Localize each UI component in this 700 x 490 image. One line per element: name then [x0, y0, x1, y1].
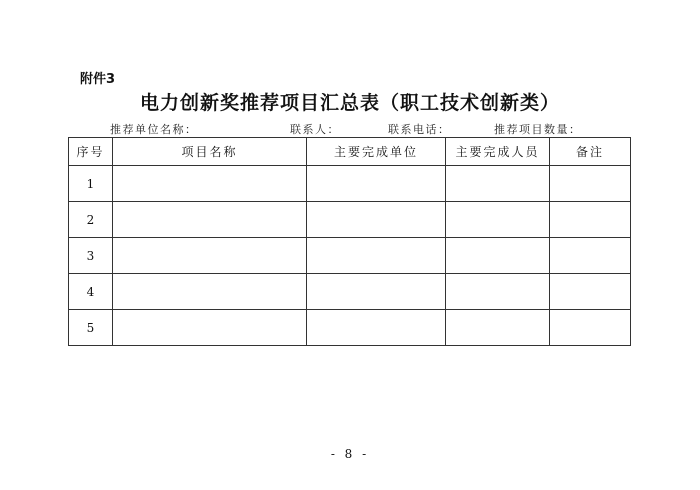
table-row: [69, 166, 631, 202]
remarks-cell: [550, 238, 631, 274]
table-row: [69, 274, 631, 310]
header-project-name: 项目名称: [113, 138, 307, 166]
main-personnel-cell: [446, 310, 550, 346]
project-name-cell: [113, 238, 307, 274]
main-unit-cell: [307, 238, 446, 274]
page-number: - 8 -: [330, 447, 370, 461]
remarks-cell: [550, 166, 631, 202]
row-number: 2: [69, 202, 113, 238]
project-name-cell: [113, 310, 307, 346]
header-main-unit: 主要完成单位: [307, 138, 446, 166]
info-unit-label: 推荐单位名称：: [110, 123, 198, 136]
table-header-row: [69, 138, 631, 166]
main-unit-cell: [307, 274, 446, 310]
project-name-cell: [113, 202, 307, 238]
table-row: [69, 202, 631, 238]
main-unit-cell: [307, 166, 446, 202]
info-phone-label: 联系电话：: [388, 123, 451, 136]
info-count-label: 推荐项目数量：: [494, 123, 582, 136]
info-contact-label: 联系人：: [290, 123, 340, 136]
header-serial-number: 序号: [69, 138, 113, 166]
main-personnel-cell: [446, 202, 550, 238]
table-row: [69, 238, 631, 274]
main-unit-cell: [307, 310, 446, 346]
main-unit-cell: [307, 202, 446, 238]
row-number: 3: [69, 238, 113, 274]
table-row: [69, 310, 631, 346]
remarks-cell: [550, 274, 631, 310]
main-personnel-cell: [446, 274, 550, 310]
row-number: 5: [69, 310, 113, 346]
remarks-cell: [550, 310, 631, 346]
main-personnel-cell: [446, 166, 550, 202]
header-remarks: 备注: [550, 138, 631, 166]
attachment-label: 附件3: [80, 72, 116, 87]
document-title: 电力创新奖推荐项目汇总表（职工技术创新类）: [139, 92, 560, 114]
row-number: 1: [69, 166, 113, 202]
project-name-cell: [113, 274, 307, 310]
remarks-cell: [550, 202, 631, 238]
row-number: 4: [69, 274, 113, 310]
project-name-cell: [113, 166, 307, 202]
header-main-personnel: 主要完成人员: [446, 138, 550, 166]
main-personnel-cell: [446, 238, 550, 274]
summary-table: [68, 137, 631, 346]
